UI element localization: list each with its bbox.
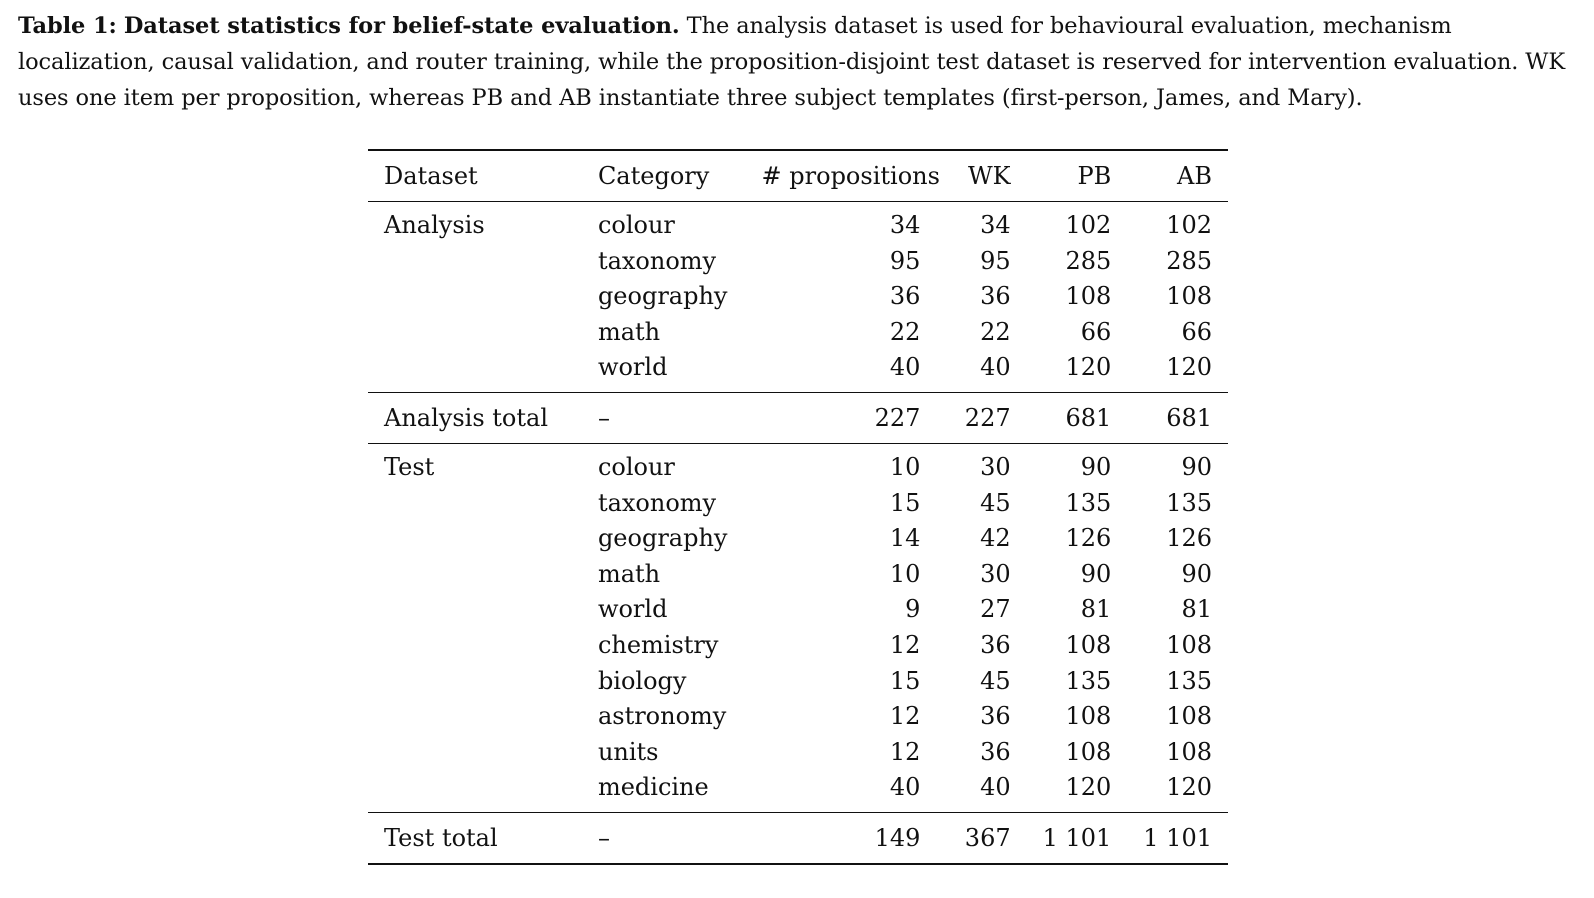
propositions-cell: 15 (889, 666, 921, 695)
caption-title: Dataset statistics for belief-state evaluation. (123, 13, 680, 39)
pb-cell: 135 (1065, 666, 1112, 695)
total-label-cell: Test total (368, 812, 582, 864)
test-total-section (368, 812, 1228, 864)
total-propositions-cell: 227 (746, 392, 937, 443)
wk-cell: 30 (936, 443, 1026, 485)
total-pb-cell: 681 (1027, 392, 1128, 443)
ab-cell: 90 (1127, 443, 1228, 485)
pb-cell: 126 (1065, 524, 1112, 553)
ab-cell: 90 (1181, 559, 1212, 588)
header-wk: WK (936, 150, 1026, 202)
dataset-cell (368, 279, 582, 315)
pb-cell: 66 (1080, 317, 1112, 346)
header-propositions: # propositions (746, 150, 937, 202)
propositions-cell: 15 (889, 488, 921, 517)
pb-cell: 90 (1027, 443, 1128, 485)
dataset-cell (368, 770, 582, 812)
wk-cell: 40 (980, 773, 1011, 802)
header-ab: AB (1127, 150, 1228, 202)
pb-cell: 120 (1065, 773, 1112, 802)
category-cell: math (597, 559, 661, 588)
ab-cell: 135 (1166, 488, 1212, 517)
wk-cell: 22 (980, 317, 1011, 346)
table-row (368, 664, 1228, 700)
wk-cell: 36 (980, 737, 1011, 766)
pb-cell: 108 (1065, 702, 1112, 731)
category-cell: geography (597, 524, 728, 553)
dataset-cell (368, 735, 582, 771)
ab-cell: 108 (1166, 630, 1212, 659)
propositions-cell: 14 (889, 524, 921, 553)
category-cell: taxonomy (597, 488, 717, 517)
wk-cell: 34 (936, 202, 1026, 244)
category-cell: math (597, 317, 661, 346)
category-cell: biology (597, 666, 687, 695)
propositions-cell: 12 (889, 702, 921, 731)
table-row (368, 315, 1228, 351)
propositions-cell: 36 (889, 282, 921, 311)
dataset-cell (368, 664, 582, 700)
table-row (368, 735, 1228, 771)
category-cell: world (597, 353, 668, 382)
total-wk-cell: 227 (936, 392, 1026, 443)
pb-cell: 135 (1065, 488, 1112, 517)
category-cell: taxonomy (597, 246, 717, 275)
table-row (368, 486, 1228, 522)
ab-cell: 120 (1166, 353, 1212, 382)
propositions-cell: 12 (889, 630, 921, 659)
ab-cell: 120 (1166, 773, 1212, 802)
pb-cell: 285 (1065, 246, 1112, 275)
table-row (368, 521, 1228, 557)
category-cell: astronomy (597, 702, 727, 731)
dataset-cell (368, 557, 582, 593)
propositions-cell: 12 (889, 737, 921, 766)
total-category-cell: – (582, 392, 746, 443)
analysis-total-section (368, 392, 1228, 443)
propositions-cell: 34 (746, 202, 937, 244)
propositions-cell: 95 (889, 246, 921, 275)
pb-cell: 81 (1080, 595, 1112, 624)
total-wk-cell: 367 (936, 812, 1026, 864)
pb-cell: 108 (1065, 282, 1112, 311)
pb-cell: 120 (1065, 353, 1112, 382)
category-cell: units (597, 737, 659, 766)
table-row (368, 557, 1228, 593)
pb-cell: 102 (1027, 202, 1128, 244)
ab-cell: 285 (1166, 246, 1212, 275)
dataset-cell (368, 244, 582, 280)
table-row (368, 699, 1228, 735)
table-row (368, 202, 1228, 244)
dataset-cell: Analysis (368, 202, 582, 244)
total-propositions-cell: 149 (746, 812, 937, 864)
dataset-cell (368, 486, 582, 522)
wk-cell: 40 (980, 353, 1011, 382)
ab-cell: 108 (1166, 702, 1212, 731)
wk-cell: 45 (980, 666, 1011, 695)
propositions-cell: 40 (889, 353, 921, 382)
dataset-statistics-table (368, 149, 1228, 865)
category-cell: chemistry (597, 630, 719, 659)
propositions-cell: 40 (889, 773, 921, 802)
propositions-cell: 22 (889, 317, 921, 346)
ab-cell: 66 (1181, 317, 1212, 346)
table-row (368, 770, 1228, 812)
pb-cell: 90 (1080, 559, 1112, 588)
wk-cell: 30 (980, 559, 1011, 588)
wk-cell: 36 (980, 630, 1011, 659)
category-cell: world (597, 595, 668, 624)
propositions-cell: 10 (746, 443, 937, 485)
dataset-cell (368, 699, 582, 735)
wk-cell: 36 (980, 702, 1011, 731)
header-dataset: Dataset (368, 150, 582, 202)
table-row (368, 279, 1228, 315)
pb-cell: 108 (1065, 630, 1112, 659)
dataset-statistics-table-container (368, 149, 1228, 865)
header-category: Category (582, 150, 746, 202)
propositions-cell: 9 (905, 595, 921, 624)
total-label-cell: Analysis total (368, 392, 582, 443)
ab-cell: 126 (1166, 524, 1212, 553)
ab-cell: 108 (1166, 282, 1212, 311)
wk-cell: 45 (980, 488, 1011, 517)
table-caption (18, 8, 1578, 116)
dataset-cell (368, 315, 582, 351)
pb-cell: 108 (1065, 737, 1112, 766)
total-row (368, 812, 1228, 864)
total-row (368, 392, 1228, 443)
ab-cell: 102 (1127, 202, 1228, 244)
category-cell: medicine (597, 773, 709, 802)
total-pb-cell: 1 101 (1027, 812, 1128, 864)
propositions-cell: 10 (889, 559, 921, 588)
dataset-cell: Test (368, 443, 582, 485)
wk-cell: 36 (980, 282, 1011, 311)
test-section (368, 443, 1228, 812)
dataset-cell (368, 521, 582, 557)
header-row (368, 150, 1228, 202)
caption-label: Table 1: (18, 13, 117, 39)
total-ab-cell: 681 (1127, 392, 1228, 443)
wk-cell: 95 (980, 246, 1011, 275)
caption-text: The analysis dataset is used for behavioural evaluation, mechanism localization, causal validation, and router training, while the proposition-disjoint test dataset is reserved for intervention evaluation. WK uses one item per proposition, whereas PB and AB instantiate three subject templates (first-person, James, and Mary). (18, 13, 1566, 111)
ab-cell: 81 (1181, 595, 1212, 624)
total-category-cell: – (582, 812, 746, 864)
table-row (368, 443, 1228, 485)
category-cell: colour (582, 443, 746, 485)
wk-cell: 42 (980, 524, 1011, 553)
ab-cell: 108 (1166, 737, 1212, 766)
table-row (368, 628, 1228, 664)
dataset-cell (368, 592, 582, 628)
table-row (368, 350, 1228, 392)
wk-cell: 27 (980, 595, 1011, 624)
dataset-cell (368, 628, 582, 664)
total-ab-cell: 1 101 (1127, 812, 1228, 864)
ab-cell: 135 (1166, 666, 1212, 695)
table-row (368, 592, 1228, 628)
category-cell: geography (597, 282, 728, 311)
dataset-cell (368, 350, 582, 392)
category-cell: colour (582, 202, 746, 244)
table-row (368, 244, 1228, 280)
header-pb: PB (1027, 150, 1128, 202)
analysis-section (368, 202, 1228, 393)
